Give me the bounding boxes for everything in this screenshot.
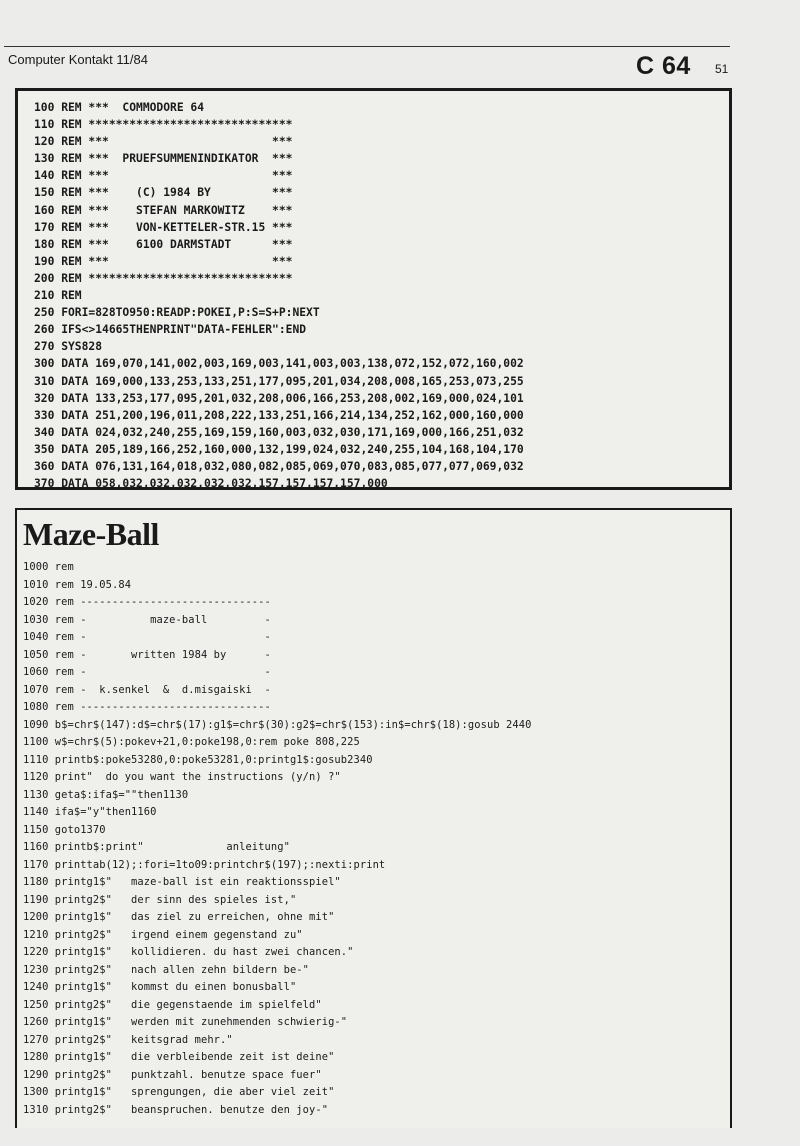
code-line: 250 FORI=828TO950:READP:POKEI,P:S=S+P:NEXT [34,306,320,320]
code-line: 1210 printg2$" irgend einem gegenstand zu" [23,928,303,941]
code-line: 1290 printg2$" punktzahl. benutze space fuer" [23,1068,322,1081]
code-line: 200 REM ****************************** [34,271,293,285]
code-line: 1170 printtab(12);:fori=1to09:printchr$(197);:nexti:print [23,858,386,871]
code-line: 370 DATA 058,032,032,032,032,032,157,157,157,157,000 [34,477,388,491]
code-line: 1020 rem ------------------------------ [23,596,271,608]
code-line: 1150 goto1370 [23,823,106,836]
code-line: 1160 printb$:print" anleitung" [23,841,290,853]
code-line: 1280 printg1$" die verbleibende zeit ist deine" [23,1051,335,1063]
code-line: 300 DATA 169,070,141,002,003,169,003,141,003,003,138,072,152,072,160,002 [34,357,524,371]
code-line: 1240 printg1$" kommst du einen bonusball" [23,981,297,993]
code-line: 310 DATA 169,000,133,253,133,251,177,095,201,034,208,008,165,253,073,255 [34,374,524,388]
code-line: 110 REM ****************************** [34,118,293,132]
code-line: 1220 printg1$" kollidieren. du hast zwei chancen." [23,946,354,958]
code-line: 1040 rem - - [23,631,271,643]
code-line: 130 REM *** PRUEFSUMMENINDIKATOR *** [34,152,293,166]
code-line: 1190 printg2$" der sinn des spieles ist," [23,893,297,906]
code-line: 100 REM *** COMMODORE 64 [34,101,205,114]
code-line: 1010 rem 19.05.84 [23,578,132,591]
code-line: 1030 rem - maze-ball - [23,613,271,626]
code-line: 330 DATA 251,200,196,011,208,222,133,251,166,214,134,252,162,000,160,000 [34,408,524,422]
code-line: 340 DATA 024,032,240,255,169,159,160,003,032,030,171,169,000,166,251,032 [34,425,524,439]
section-title: C 64 [636,52,691,80]
code-line: 1130 geta$:ifa$=""then1130 [23,788,189,801]
code-line: 270 SYS828 [34,340,103,354]
code-line: 1060 rem - - [23,666,271,678]
checksum-listing-box [15,88,732,490]
code-line: 1120 print" do you want the instructions (y/n) ?" [23,771,341,783]
listing-title: Maze-Ball [23,516,159,552]
code-line: 1080 rem ------------------------------ [23,701,271,713]
code-line: 320 DATA 133,253,177,095,201,032,208,006,166,253,208,002,169,000,024,101 [34,391,524,405]
code-line: 260 IFS<>14665THENPRINT"DATA-FEHLER":END [34,323,307,337]
code-line: 150 REM *** (C) 1984 BY *** [34,186,293,200]
code-line: 170 REM *** VON-KETTELER-STR.15 *** [34,220,293,234]
maze-ball-listing [23,559,531,1119]
code-line: 210 REM [34,289,82,303]
code-line: 1090 b$=chr$(147):d$=chr$(17):g1$=chr$(30):g2$=chr$(153):in$=chr$(18):gosub 2440 [23,718,532,731]
code-line: 1180 printg1$" maze-ball ist ein reaktionsspiel" [23,876,341,888]
checksum-listing [34,99,524,492]
code-line: 1270 printg2$" keitsgrad mehr." [23,1033,233,1046]
code-line: 1070 rem - k.senkel & d.misgaiski - [23,683,271,696]
code-line: 1100 w$=chr$(5):pokev+21,0:poke198,0:rem poke 808,225 [23,736,360,748]
code-line: 1260 printg1$" werden mit zunehmenden schwierig-" [23,1016,348,1028]
header-rule [4,46,730,47]
code-line: 1140 ifa$="y"then1160 [23,806,157,818]
code-line: 1200 printg1$" das ziel zu erreichen, ohne mit" [23,911,335,923]
code-line: 1310 printg2$" beanspruchen. benutze den joy-" [23,1103,329,1116]
page-header [0,0,800,80]
magazine-issue: Computer Kontakt 11/84 [8,52,148,67]
code-line: 1230 printg2$" nach allen zehn bildern be-" [23,963,310,976]
code-line: 190 REM *** *** [34,254,293,268]
code-line: 1110 printb$:poke53280,0:poke53281,0:printg1$:gosub2340 [23,753,373,766]
code-line: 350 DATA 205,189,166,252,160,000,132,199,024,032,240,255,104,168,104,170 [34,442,524,456]
code-line: 1050 rem - written 1984 by - [23,648,271,661]
code-line: 1000 rem [23,561,74,573]
code-line: 180 REM *** 6100 DARMSTADT *** [34,237,293,251]
code-line: 360 DATA 076,131,164,018,032,080,082,085,069,070,083,085,077,077,069,032 [34,459,524,473]
code-line: 1250 printg2$" die gegenstaende im spielfeld" [23,998,322,1011]
code-line: 120 REM *** *** [34,135,293,149]
maze-ball-listing-box [15,508,732,1128]
page-number: 51 [715,62,729,76]
code-line: 160 REM *** STEFAN MARKOWITZ *** [34,203,293,217]
code-line: 140 REM *** *** [34,169,293,183]
code-line: 1300 printg1$" sprengungen, die aber viel zeit" [23,1086,335,1098]
